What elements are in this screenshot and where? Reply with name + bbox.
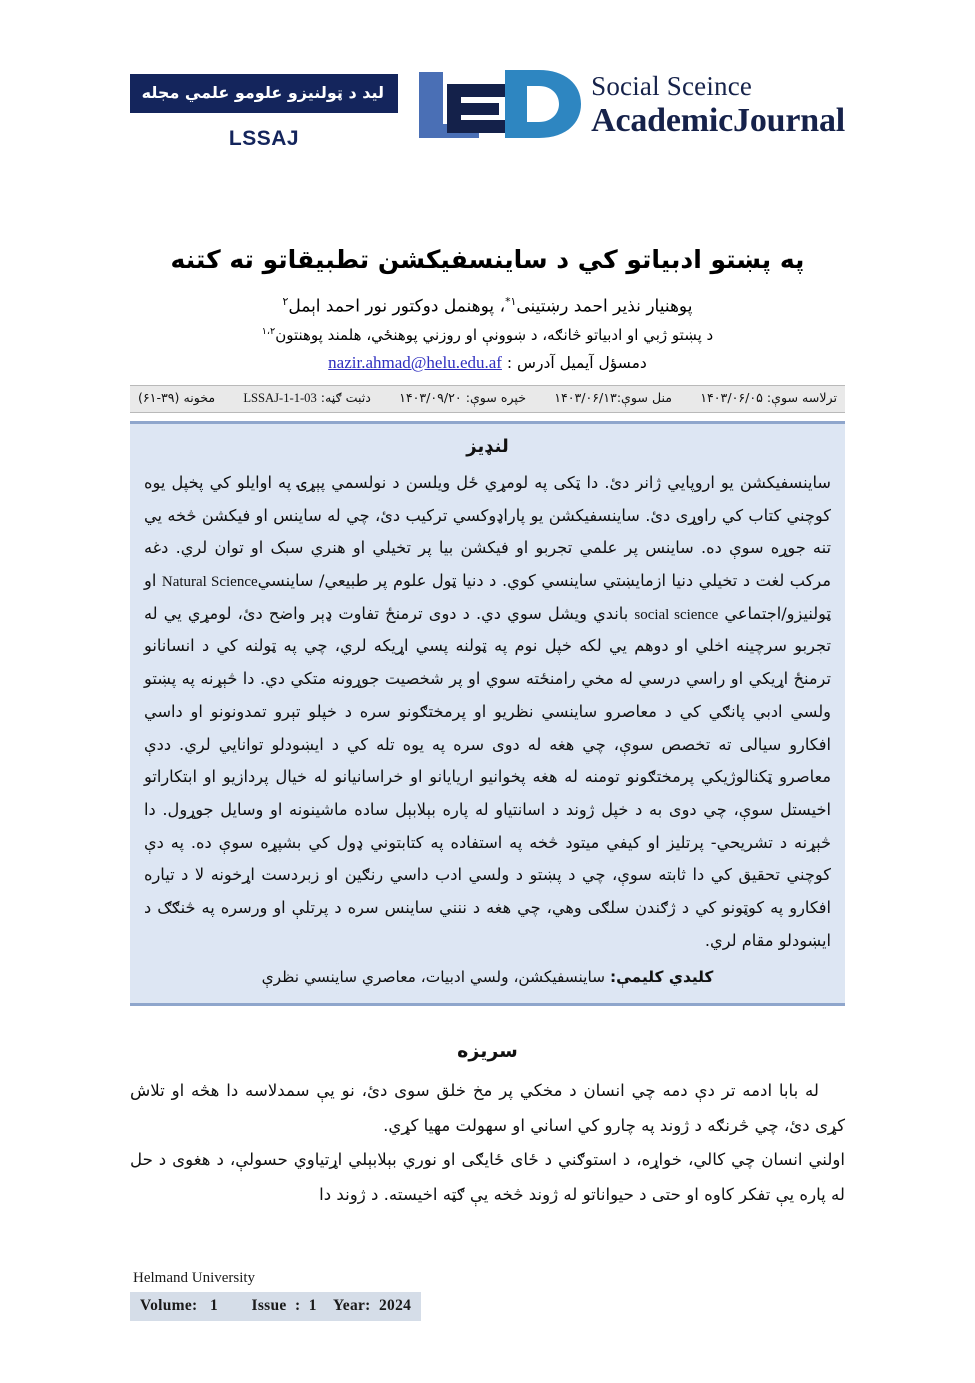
meta-published [397,389,528,408]
abstract-text [144,467,831,958]
corresponding-email-link[interactable]: nazir.ahmad@helu.edu.af [328,352,502,372]
meta-register-label: دثبت ګڼه: [320,389,371,405]
abstract-part-1: ساینسفیکشن یو اروپایي ژانر دئ. دا ټکی په لومړي ځل ویلسن د نولسمي پېړۍ په اوایلو کي پخپل یوه کوچني کتاب کي راوړی دئ. ساینسفیکشن یو پاراډوکسي ترکیب دئ، چي له ساینس او فیکشن څخه یي تنه جوړه سوې ده. ساینس پر علمي تجربو او فیکشن بیا پر تخیلي او هنري سبک او توان لري. دغه مرکب لغت د تخیلي دنیا ازمایښتي ساینسي کوي. د دنیا ټول علوم پر طبیعي/ ساینسي [144,472,832,590]
email-label: دمسؤل آیمیل آدرس : [506,353,647,372]
introduction-section [130,1040,845,1212]
page-footer [0,1270,975,1321]
footer-volume-label: Volume: [140,1297,198,1314]
meta-received-date: ۱۴۰۳/۰۶/۰۵ [700,389,763,405]
corresponding-email-line [130,353,845,373]
abstract-part-2: او ټولنیزو/اجتماعي [144,570,832,623]
journal-abbreviation: LSSAJ [228,127,300,151]
meta-received [698,389,839,408]
affiliation-marker: ۱،۲ [261,326,276,338]
meta-pages [136,389,217,408]
meta-published-label: خپره سوې: [465,389,526,405]
masthead [130,0,845,190]
keywords-label: کلیدي کلیمې: [609,967,714,986]
meta-register [241,389,373,408]
abstract-term-natural-science: Natural Science [161,573,258,590]
meta-pages-value: (۳۹-۶۱) [138,389,180,405]
meta-register-id: LSSAJ-1-1-03 [243,390,317,405]
author-1: پوهنیار نذیر احمد رښتینی [516,296,693,317]
footer-volume-value: 1 [210,1297,219,1314]
author-2: ، پوهنمل دوکتور نور احمد اېمل [288,296,506,317]
footer-year-label: Year: [332,1297,371,1314]
footer-year-value: 2024 [379,1297,412,1314]
logo-line-2: AcademicJournal [591,101,845,139]
abstract-heading: لنډیز [466,435,509,457]
journal-banner-title: لید د ټولنیزو علومو علمي مجله [130,74,398,113]
article-title: په پښتو ادبیاتو کي د ساینسفیکشن تطبیقاتو ته کتنه [170,245,805,274]
introduction-paragraph-2: اولني انسان چي کالي، خواړه، د استوګني د ځای ځایګی او نوري بېلابېلي اړتیاوي حسولې، د هغوی د حل له پاره یې تفکر کاوه او حتی د حیواناتو له ژوند څخه یې ګټه اخیسته. د ژوند دا [130,1150,845,1204]
title-block [130,242,845,373]
meta-accepted [552,389,674,408]
meta-published-date: ۱۴۰۳/۰۹/۲۰ [399,389,462,405]
author-2-affiliation-marker: ۲ [282,295,289,309]
author-1-affiliation-marker: ۱* [505,295,517,309]
footer-issue-label: Issue : [251,1297,301,1314]
abstract-box [130,421,845,1007]
keywords-values: ساینسفیکشن، ولسي ادبیات، معاصري ساینسي نظرې [261,967,610,986]
keywords-line [144,964,831,992]
affiliation [130,324,845,347]
meta-accepted-date: ۱۴۰۳/۰۶/۱۳ [554,389,617,405]
article-meta-bar [130,385,845,413]
meta-received-label: ترلاسه سوې: [766,389,837,405]
logo-line-1: Social Sceince [591,70,753,101]
meta-accepted-label: منل سوې: [616,389,673,405]
journal-logo-text [591,70,845,139]
abstract-part-3: باندي ویشل سوي دي. د دوی ترمنځ تفاوت ډېر واضح دئ، لومړي یي له تجربو سرچینه اخلي او دوهم یي لکه خپل نوم په ټولنه پسي اړیکه لري، چي په ټولنه کي د انسانانو ترمنځ اړیکي او راسي درسي له مخي رامنځته سوي او پر شخصیت جوړونه متکي دي. دا څېړنه په پښتو ولسي ادبي پانګي کي د معاصرو ساینسي نظریو او پرمختګونو سره د خپلو تېرو تمدونونو او داسي افکارو سیالی ته تخصص سوې، چي هغه له دوی سره په یوه تله کي د ایښودلو توانایي لري. ددې معاصرو ټکنالوژیکي پرمختګونو تومنه له هغه پخوانیو اریایانو او خراسانیانو له خیال پردازیو او ابتکاراتو اخیستل سوې، چي دوی به د خپل ژوند د اسانتیاو له پاره بېلابېل ساده ماشینونه او وسایل جوړول. دا څېړنه د تشریحي- پرتلیز او کیفي میتود څخه په استفاده په کتابتوني ډول کي بشپړه سوې ده. په دې کوچني تحقیق کي دا ثابته سوې، چي د پښتو د ولسي ادب داسي رنګین او زبردست اړخونه لا د تیاره افکارو په کوټونو کي د ژګندن سلګی وهي، چي هغه د ننني ساینس سره د پرتلې او ورسره په څنګګ د ایښودلو مقام لري. [144,603,831,950]
journal-logo [413,66,845,144]
leed-logo-icon [413,66,593,144]
footer-volume-bar [130,1292,421,1321]
meta-pages-label: مخونه [183,389,216,405]
footer-issue-value: 1 [308,1297,317,1314]
footer-university: Helmand University [133,1270,256,1286]
abstract-term-social-science: social science [634,606,719,623]
introduction-paragraph-1: له بابا ادمه تر دې دمه چي انسان د مخكي پر مخ خلق سوی دئ، نو یې سمدلاسه دا هڅه او تلاش کړی دئ، چي څرنګه د ژوند په چارو کي اساني او سهولت مهیا کړي. [130,1081,845,1135]
author-list [130,294,845,320]
introduction-heading: سریزه [457,1040,518,1063]
affiliation-text: د پښتو ژبي او ادبیاتو څانګه، د ښوونې او روزني پوهنځي، هلمند پوهنتون [275,326,714,345]
journal-banner-block [130,74,398,151]
